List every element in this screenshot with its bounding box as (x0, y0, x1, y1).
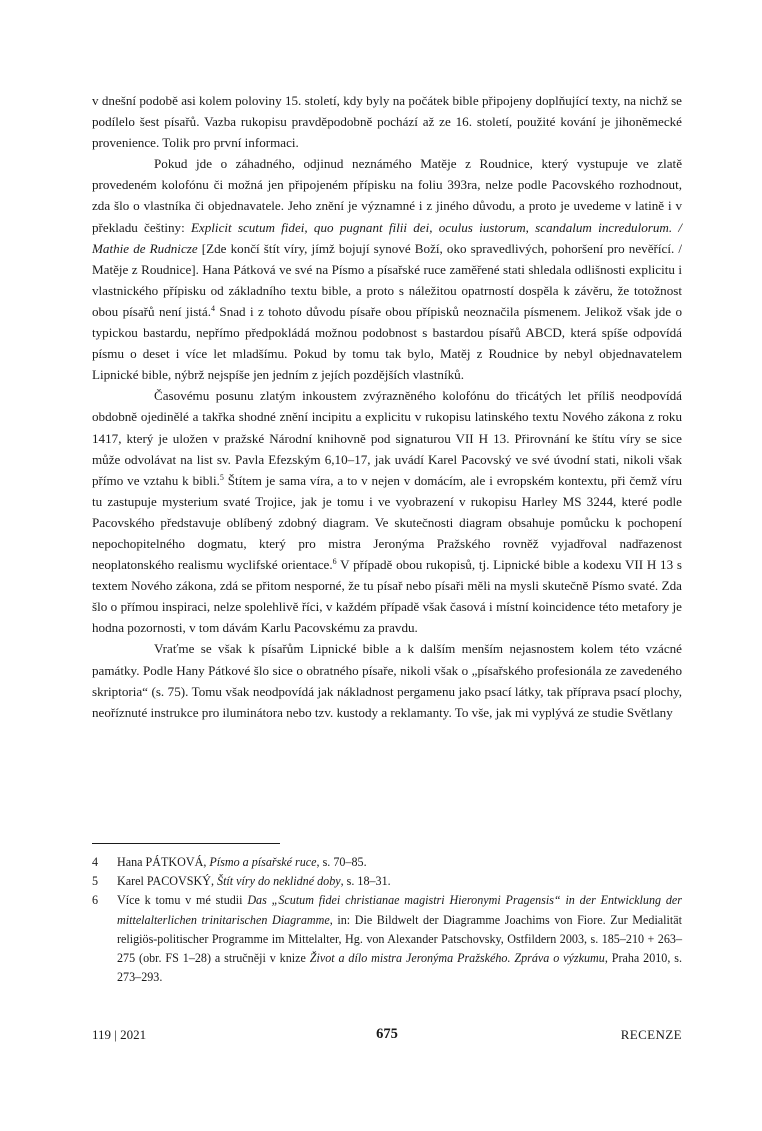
italic-text: Štít víry do neklidné doby (217, 874, 341, 889)
footnote-text (117, 872, 682, 891)
page-number: 675 (376, 1026, 398, 1042)
italic-text: Písmo a písařské ruce (209, 855, 317, 869)
footnote-reference: 4 (211, 303, 216, 313)
text-run: Hana PÁTKOVÁ, (117, 855, 210, 869)
footnote-item (92, 891, 682, 987)
page-footer (92, 1027, 682, 1047)
footnote-number: 6 (92, 893, 99, 908)
text-run: Časovému posunu zlatým inkoustem zvýrazněného kolofónu do třicátých let příliš neodpovídá obdobně ojedinělé a takřka shodné znění incipitu a explicitu v rukopisu latinského textu Nového zákona z roku 1417, který je uložen v pražské Národní knihovně pod signaturou VII H 13. Přirovnání ke štítu víry se sice může odvolávat na list sv. Pavla Efezským 6,10–17, jak uvádí Karel Pacovský ve své úvodní stati, nikoli však přímo ve vztahu k bibli. (92, 388, 682, 488)
text-run: , s. 70–85. (316, 855, 367, 869)
text-run: v dnešní podobě asi kolem poloviny 15. století, kdy byly na počátek bible připojeny doplňující texty, na nichž se podílelo šest písařů. Vazba rukopisu pravděpodobně pochází až ze 16. století, použité kování je jihoněmecké provenience. Tolik pro první informaci. (92, 93, 682, 151)
text-run: Pokud jde o záhadného, odjinud neznámého Matěje z Roudnice, který vystupuje ve zlatě provedeném kolofónu či možná jen připojeném přípisku na foliu 393ra, nelze podle Pacovského rozhodnout, zda šlo o vlastníka či objednavatele. Jeho znění je významné i z jiného důvodu, a proto je uvedeme v latině i v překladu češtiny: (92, 156, 682, 235)
text-run: Štítem je sama víra, a to v nejen v domácím, ale i evropském kontextu, při čemž víru tu zastupuje mysterium svaté Trojice, jak je tomu i ve vyobrazení v rukopisu Harley MS 3244, které podle Pacovského představuje oblíbený zdobný diagram. Ve skutečnosti diagram obsahuje pomůcku k pochopení nepochopitelného dogmatu, který pro mistra Jeronýma Pražského rovněž vyjadřoval nadřazenost neoplatonského realismu wyclifské orientace. (92, 472, 682, 573)
footnote-number: 5 (92, 874, 99, 889)
footnotes (92, 853, 682, 987)
footnote-item (92, 872, 682, 891)
footnote-number: 4 (92, 855, 99, 869)
footnote-divider (92, 843, 280, 844)
text-run: Více k tomu v mé studii (117, 893, 248, 908)
text-run: , s. 18–31. (340, 874, 391, 889)
text-run: Vraťme se však k písařům Lipnické bible a k dalším menším nejasnostem kolem této vzácné památky. Podle Hany Pátkové šlo sice o obratného písaře, nikoli však o „písařského profesionála ze zavedeného skriptoria“ (s. 75). Tomu však neodpovídá jak nákladnost pergamenu jako psací látky, tak příprava psací plochy, neoříznuté instrukce pro iluminátora nebo tzv. kustody a reklamanty. To vše, jak mi vyplývá ze studie Světlany (92, 641, 682, 720)
italic-text: Das „Scutum fidei christianae magistri Hieronymi Pragensis“ in der Entwicklung der mittelalterlichen trinitarischen Diagramme (117, 893, 682, 927)
italic-text: Život a dílo mistra Jeronýma Pražského. Zpráva o výzkumu (309, 951, 605, 966)
footnote-text (117, 891, 682, 987)
paragraph (92, 153, 682, 385)
main-text (92, 90, 682, 723)
text-run: [Zde končí štít víry, jímž bojují synové Boží, oko spravedlivých, pohoršení pro nevěřící. / Matěje z Roudnice]. Hana Pátková ve své na Písmo a písařské ruce zaměřené stati shledala odlišnosti explicitu i vlastnického přípisku od základního textu bible, a proto s náležitou opatrností dospěla k závěru, že totožnost obou písařů není jistá. (92, 240, 682, 319)
footnote-reference: 6 (332, 557, 337, 567)
issue-label: 119 | 2021 (92, 1027, 147, 1042)
text-run: Karel PACOVSKÝ, (117, 874, 218, 889)
text-run: Snad i z tohoto důvodu písaře obou přípisků neoznačila písmenem. Jelikož však jde o typickou bastardu, nepřímo předpokládá možnou podobnost s bastardou písařů ABCD, která spíše odpovídá písmu o deset i více let mladšímu. Pokud by tomu tak bylo, Matěj z Roudnice by nebyl objednavatelem Lipnické bible, nýbrž nejspíše jen jedním z jejích pozdějších vlastníků. (92, 303, 682, 383)
text-run: V případě obou rukopisů, tj. Lipnické bible a kodexu VII H 13 s textem Nového zákona, zdá se přitom nesporné, že tu písař nebo písaři měli na mysli skutečně Písmo svaté. Zda šlo o přímou inspiraci, nelze spolehlivě říci, v každém případě však časová i místní koincidence této metafory je hodna pozornosti, v tom dávám Karlu Pacovskému za pravdu. (92, 557, 682, 636)
text-run: , in: Die Bildwelt der Diagramme Joachims von Fiore. Zur Medialität religiös-politischer Programme im Mittelalter, Hg. von Alexander Patschovsky, Ostfildern 2003, s. 185–210 + 263–275 (obr. FS 1–28) a stručněji v knize (117, 912, 682, 966)
footnote-reference: 5 (219, 472, 224, 482)
text-run: , Praha 2010, s. 273–293. (117, 951, 683, 985)
paragraph (92, 385, 682, 638)
paragraph (92, 638, 682, 722)
italic-text: Explicit scutum fidei, quo pugnant filii dei, oculus iustorum, scandalum incredulorum. / Mathie de Rudnicze (92, 219, 682, 256)
paragraph (92, 90, 682, 153)
section-label: RECENZE (620, 1027, 682, 1042)
footnote-text (117, 853, 682, 872)
footnote-item (92, 853, 682, 872)
